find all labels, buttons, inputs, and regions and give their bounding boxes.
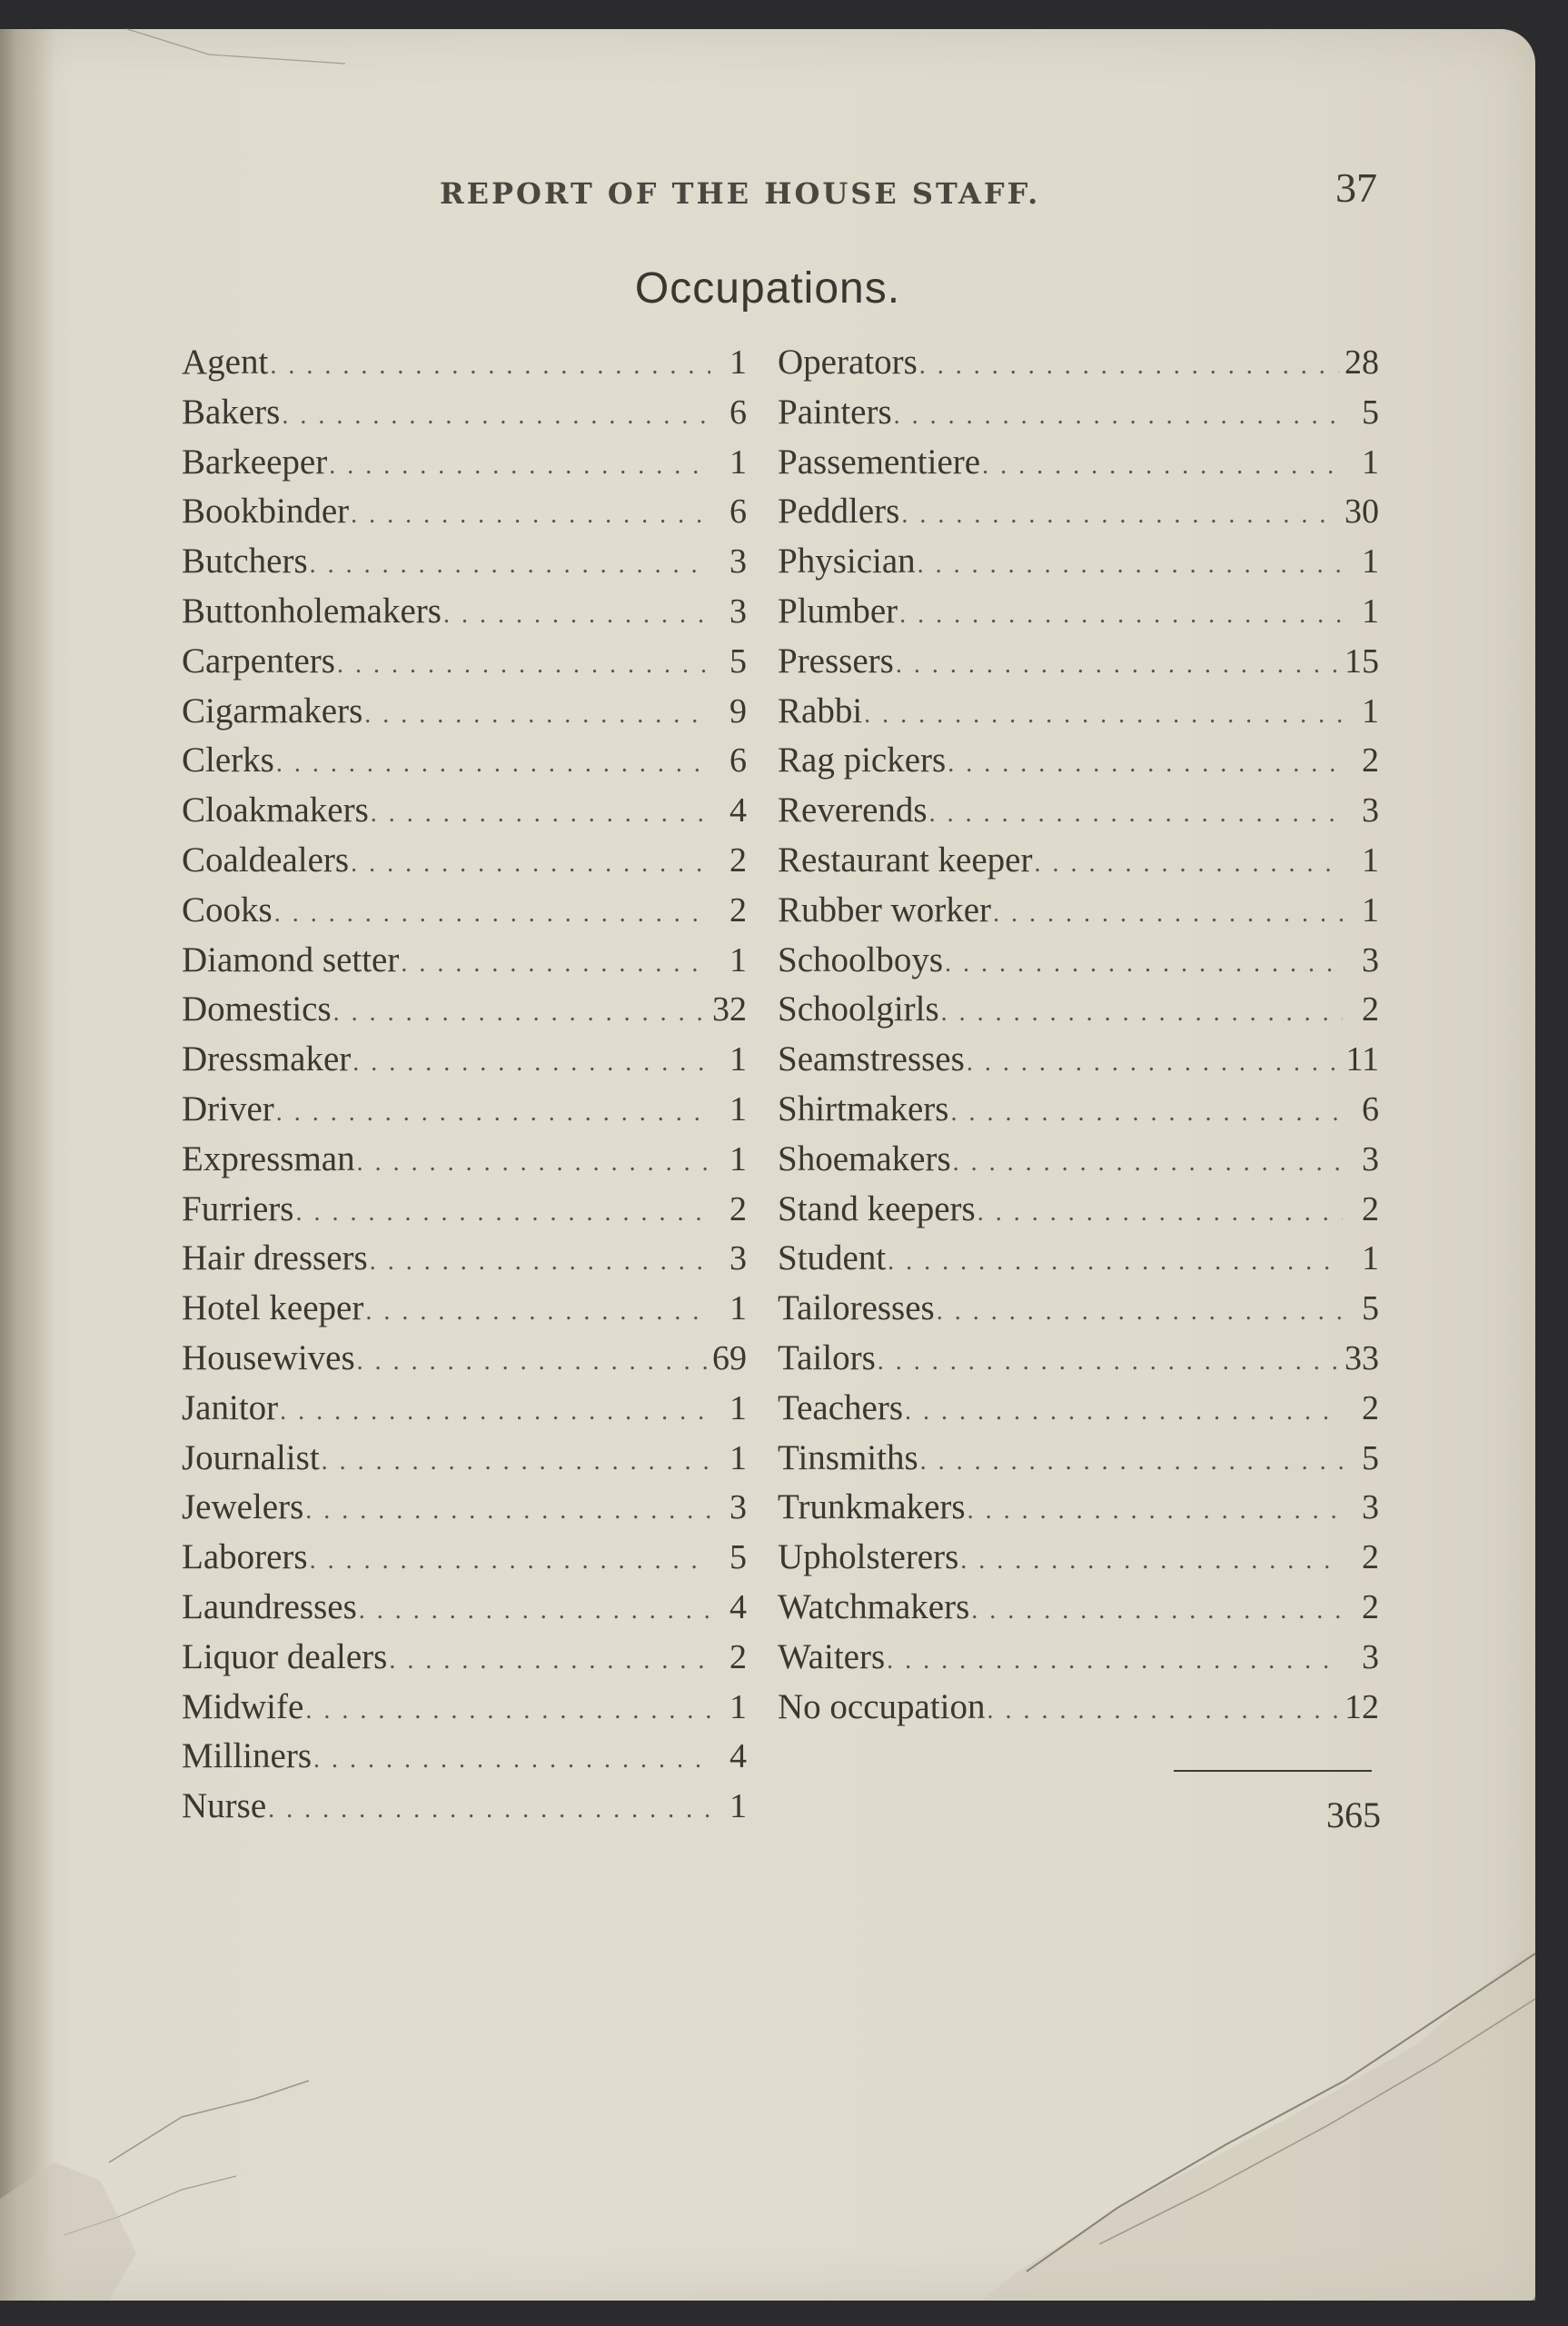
list-item — [182, 1785, 747, 1835]
list-item — [182, 1486, 747, 1536]
dot-leader — [929, 800, 1343, 829]
list-item — [778, 1536, 1379, 1586]
occupation-name: Cigarmakers — [182, 691, 363, 731]
list-item — [778, 1387, 1379, 1437]
occupation-name: Laborers — [182, 1537, 308, 1577]
occupation-count: 1 — [729, 1438, 747, 1477]
occupation-name: Nurse — [182, 1786, 267, 1826]
occupation-name: Tailors — [778, 1337, 876, 1377]
occupation-name: Cooks — [182, 890, 273, 929]
occupations-list-left — [182, 342, 747, 1835]
occupation-name: Watchmakers — [778, 1586, 970, 1626]
occupation-count: 1 — [729, 442, 747, 482]
occupation-count: 3 — [1362, 1637, 1379, 1676]
occupation-count: 3 — [729, 542, 747, 582]
dot-leader — [276, 1098, 710, 1128]
list-item — [778, 1188, 1379, 1238]
list-item — [182, 1686, 747, 1736]
dot-leader — [987, 1696, 1339, 1725]
list-item — [778, 691, 1379, 741]
list-item — [182, 1238, 747, 1287]
occupation-name: No occupation — [778, 1686, 986, 1726]
occupation-name: Shoemakers — [778, 1138, 951, 1178]
dot-leader — [905, 1397, 1343, 1426]
occupations-list-right — [778, 342, 1379, 1735]
list-item — [778, 1437, 1379, 1487]
occupation-name: Shirtmakers — [778, 1088, 949, 1128]
occupation-name: Schoolboys — [778, 939, 944, 979]
dot-leader — [357, 1347, 707, 1377]
list-item — [182, 541, 747, 591]
list-item — [182, 491, 747, 541]
dot-leader — [351, 501, 710, 530]
occupation-name: Midwife — [182, 1686, 304, 1726]
occupation-count: 33 — [1345, 1338, 1379, 1377]
occupation-name: Furriers — [182, 1188, 294, 1228]
list-item — [182, 342, 747, 392]
list-item — [778, 790, 1379, 840]
dot-leader — [945, 949, 1343, 979]
occupation-name: Student — [778, 1238, 887, 1278]
occupation-count: 1 — [729, 1289, 747, 1328]
dot-leader — [920, 1447, 1343, 1476]
dot-leader — [359, 1596, 710, 1625]
list-item — [778, 641, 1379, 691]
occupation-name: Milliners — [182, 1736, 312, 1776]
occupation-count: 2 — [1362, 741, 1379, 780]
list-item — [182, 691, 747, 741]
dot-leader — [329, 452, 710, 481]
occupation-count: 2 — [1362, 1189, 1379, 1228]
list-item — [778, 740, 1379, 790]
dot-leader — [967, 1049, 1341, 1078]
occupation-count: 2 — [729, 1637, 747, 1676]
list-item — [182, 1039, 747, 1088]
occupation-count: 3 — [1362, 1488, 1379, 1527]
occupation-name: Diamond setter — [182, 939, 400, 979]
dot-leader — [352, 1049, 710, 1078]
list-item — [778, 1287, 1379, 1337]
list-item — [778, 1138, 1379, 1188]
occupation-count: 1 — [1362, 542, 1379, 582]
occupation-name: Laundresses — [182, 1586, 357, 1626]
dot-leader — [310, 551, 710, 580]
occupation-count: 28 — [1345, 343, 1379, 382]
occupation-count: 3 — [1362, 791, 1379, 830]
dot-leader — [888, 1247, 1343, 1277]
occupation-count: 1 — [729, 1139, 747, 1178]
occupation-count: 2 — [1362, 1587, 1379, 1626]
occupation-name: Rag pickers — [778, 741, 947, 780]
dot-leader — [899, 601, 1343, 630]
occupation-name: Carpenters — [182, 641, 335, 681]
dot-leader — [370, 1247, 710, 1277]
dot-leader — [864, 701, 1343, 730]
occupation-count: 4 — [729, 1737, 747, 1776]
dot-leader — [896, 651, 1339, 680]
occupation-count: 3 — [1362, 1139, 1379, 1178]
occupation-name: Schoolgirls — [778, 989, 939, 1029]
occupation-count: 30 — [1345, 492, 1379, 532]
occupation-count: 2 — [729, 840, 747, 880]
list-item — [182, 591, 747, 641]
occupation-count: 1 — [729, 1089, 747, 1128]
dot-leader — [333, 999, 707, 1028]
occupation-count: 1 — [1362, 840, 1379, 880]
occupation-name: Restaurant keeper — [778, 840, 1033, 880]
occupation-count: 3 — [729, 1488, 747, 1527]
list-item — [182, 1735, 747, 1785]
list-item — [182, 1337, 747, 1387]
list-item — [182, 1188, 747, 1238]
occupation-name: Tailoresses — [778, 1288, 935, 1328]
occupation-count: 1 — [1362, 890, 1379, 929]
occupation-name: Journalist — [182, 1437, 320, 1477]
list-item — [182, 442, 747, 492]
occupation-count: 2 — [729, 890, 747, 929]
dot-leader — [280, 1397, 710, 1426]
list-item — [182, 1088, 747, 1138]
occupation-name: Butchers — [182, 542, 308, 582]
list-item — [778, 442, 1379, 492]
occupation-count: 1 — [1362, 1239, 1379, 1278]
occupation-name: Waiters — [778, 1636, 886, 1676]
occupation-count: 2 — [729, 1189, 747, 1228]
occupation-name: Painters — [778, 392, 892, 432]
list-item — [778, 989, 1379, 1039]
list-item — [778, 1586, 1379, 1636]
occupation-count: 6 — [729, 741, 747, 780]
occupation-count: 12 — [1345, 1687, 1379, 1726]
occupation-name: Physician — [778, 542, 916, 582]
total-rule — [1174, 1770, 1372, 1772]
occupation-name: Clerks — [182, 741, 274, 780]
list-item — [182, 1586, 747, 1636]
dot-leader — [953, 1148, 1343, 1178]
dot-leader — [305, 1696, 710, 1725]
occupation-name: Jewelers — [182, 1487, 304, 1527]
dot-leader — [282, 402, 710, 431]
occupation-name: Liquor dealers — [182, 1636, 388, 1676]
list-item — [778, 939, 1379, 989]
dot-leader — [968, 1496, 1343, 1526]
occupation-count: 9 — [729, 691, 747, 731]
occupation-count: 5 — [729, 1538, 747, 1577]
list-item — [778, 491, 1379, 541]
occupation-count: 4 — [729, 1587, 747, 1626]
list-item — [778, 392, 1379, 442]
list-item — [778, 342, 1379, 392]
list-item — [778, 890, 1379, 939]
list-item — [182, 1138, 747, 1188]
occupation-name: Cloakmakers — [182, 790, 369, 830]
occupation-name: Bookbinder — [182, 492, 350, 532]
dot-leader — [322, 1447, 710, 1476]
occupation-name: Rabbi — [778, 691, 863, 731]
list-item — [778, 840, 1379, 890]
list-item — [182, 939, 747, 989]
list-item — [778, 1337, 1379, 1387]
occupation-name: Reverends — [778, 790, 928, 830]
list-item — [778, 1686, 1379, 1736]
occupation-count: 2 — [1362, 990, 1379, 1029]
dot-leader — [878, 1347, 1339, 1377]
list-item — [182, 641, 747, 691]
dot-leader — [1034, 850, 1343, 879]
occupation-count: 1 — [729, 940, 747, 979]
occupation-count: 6 — [729, 393, 747, 432]
occupation-count: 11 — [1345, 1040, 1379, 1079]
occupation-name: Rubber worker — [778, 890, 992, 929]
dot-leader — [982, 452, 1343, 481]
occupation-count: 1 — [729, 1787, 747, 1826]
occupation-name: Dressmaker — [182, 1039, 352, 1079]
occupation-count: 1 — [729, 1040, 747, 1079]
occupation-count: 1 — [1362, 691, 1379, 731]
dot-leader — [443, 601, 710, 630]
occupation-count: 3 — [729, 591, 747, 631]
dot-leader — [351, 850, 710, 879]
occupation-count: 2 — [1362, 1388, 1379, 1427]
occupation-name: Driver — [182, 1088, 274, 1128]
occupation-name: Barkeeper — [182, 442, 328, 482]
occupation-name: Tinsmiths — [778, 1437, 918, 1477]
occupation-count: 5 — [1362, 1438, 1379, 1477]
list-item — [778, 1039, 1379, 1088]
occupation-count: 2 — [1362, 1538, 1379, 1577]
occupation-count: 3 — [1362, 940, 1379, 979]
dot-leader — [313, 1745, 710, 1774]
list-item — [182, 1437, 747, 1487]
occupation-name: Housewives — [182, 1337, 355, 1377]
list-item — [778, 1636, 1379, 1686]
total-count: 365 — [1326, 1794, 1381, 1835]
occupation-count: 1 — [729, 1687, 747, 1726]
occupation-name: Expressman — [182, 1138, 355, 1178]
occupation-count: 1 — [729, 343, 747, 382]
occupation-name: Seamstresses — [778, 1039, 965, 1079]
dot-leader — [901, 501, 1339, 530]
list-item — [182, 890, 747, 939]
dot-leader — [918, 551, 1343, 580]
binding-gutter — [0, 29, 55, 2301]
dot-leader — [919, 352, 1339, 381]
occupation-count: 15 — [1345, 641, 1379, 681]
occupation-name: Agent — [182, 343, 269, 382]
dot-leader — [268, 1795, 710, 1824]
dot-leader — [978, 1198, 1343, 1228]
occupation-name: Domestics — [182, 989, 332, 1029]
occupation-name: Hair dressers — [182, 1238, 368, 1278]
list-item — [182, 740, 747, 790]
occupation-name: Operators — [778, 343, 918, 382]
occupation-name: Hotel keeper — [182, 1288, 364, 1328]
list-item — [778, 541, 1379, 591]
dot-leader — [276, 750, 710, 779]
occupation-name: Passementiere — [778, 442, 981, 482]
dot-leader — [887, 1646, 1343, 1675]
occupation-name: Upholsterers — [778, 1537, 959, 1577]
list-item — [182, 790, 747, 840]
occupation-count: 69 — [712, 1338, 747, 1377]
dot-leader — [389, 1646, 710, 1675]
dot-leader — [993, 900, 1343, 929]
dot-leader — [274, 900, 710, 929]
dot-leader — [894, 402, 1343, 431]
occupation-count: 5 — [1362, 1289, 1379, 1328]
list-item — [778, 1238, 1379, 1287]
occupation-count: 3 — [729, 1239, 747, 1278]
occupation-count: 1 — [1362, 442, 1379, 482]
page-number: 37 — [1335, 164, 1377, 211]
dot-leader — [941, 999, 1343, 1028]
occupation-name: Peddlers — [778, 492, 900, 532]
occupation-name: Bakers — [182, 392, 281, 432]
dot-leader — [937, 1297, 1343, 1327]
occupation-count: 5 — [1362, 393, 1379, 432]
list-item — [182, 840, 747, 890]
list-item — [182, 1536, 747, 1586]
occupation-name: Stand keepers — [778, 1188, 976, 1228]
occupation-name: Teachers — [778, 1387, 904, 1427]
occupation-count: 32 — [712, 990, 747, 1029]
occupation-name: Pressers — [778, 641, 894, 681]
dot-leader — [948, 750, 1343, 779]
dot-leader — [365, 1297, 710, 1327]
list-item — [182, 989, 747, 1039]
dot-leader — [401, 949, 710, 979]
dot-leader — [971, 1596, 1343, 1625]
dot-leader — [950, 1098, 1343, 1128]
running-head: REPORT OF THE HOUSE STAFF. — [440, 176, 1041, 211]
occupation-name: Janitor — [182, 1387, 279, 1427]
list-item — [182, 1387, 747, 1437]
occupation-name: Coaldealers — [182, 840, 350, 880]
dot-leader — [270, 352, 710, 381]
occupation-name: Trunkmakers — [778, 1487, 966, 1527]
list-item — [182, 1287, 747, 1337]
occupation-count: 4 — [729, 791, 747, 830]
occupation-count: 1 — [729, 1388, 747, 1427]
dot-leader — [295, 1198, 710, 1228]
occupation-count: 6 — [1362, 1089, 1379, 1128]
dot-leader — [305, 1496, 710, 1526]
list-item — [182, 1636, 747, 1686]
dot-leader — [337, 651, 710, 680]
list-item — [182, 392, 747, 442]
dot-leader — [371, 800, 710, 829]
dot-leader — [364, 701, 710, 730]
occupation-name: Buttonholemakers — [182, 591, 442, 631]
list-item — [778, 1088, 1379, 1138]
dot-leader — [310, 1546, 710, 1576]
dot-leader — [357, 1148, 710, 1178]
occupation-name: Plumber — [778, 591, 898, 631]
occupation-count: 5 — [729, 641, 747, 681]
dot-leader — [960, 1546, 1343, 1576]
occupation-count: 6 — [729, 492, 747, 532]
occupation-count: 1 — [1362, 591, 1379, 631]
list-item — [778, 591, 1379, 641]
list-item — [778, 1486, 1379, 1536]
page-title: Occupations. — [634, 264, 901, 313]
